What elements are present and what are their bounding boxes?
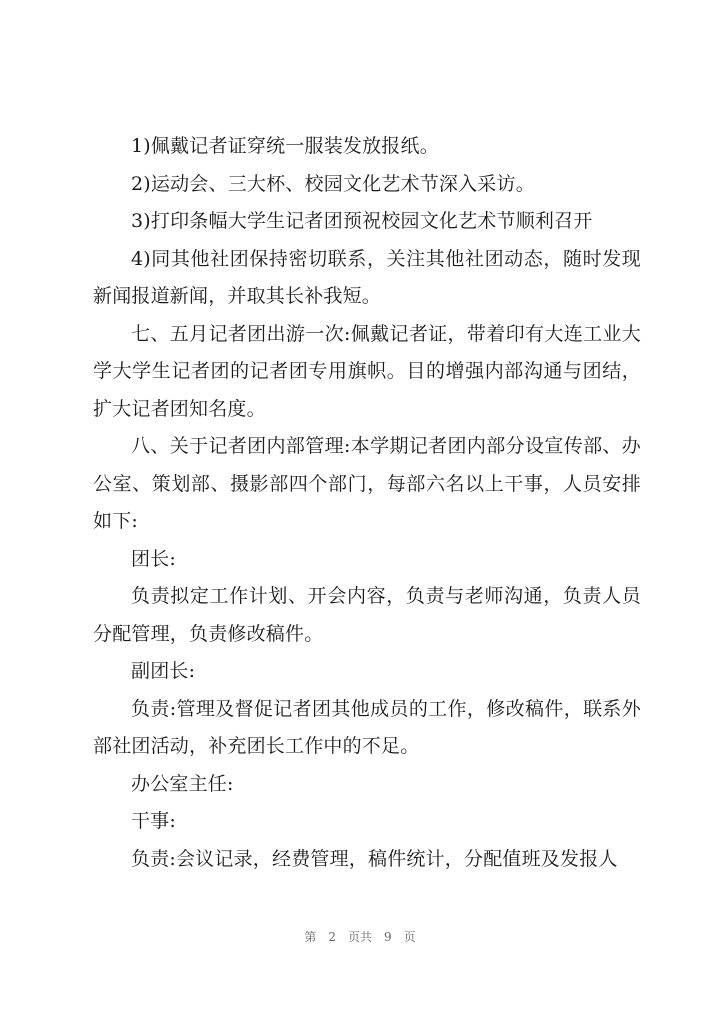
footer-ye-gong: 页共	[347, 930, 372, 944]
footer-total-pages: 9	[384, 930, 392, 944]
paragraph: 负责:会议记录，经费管理，稿件统计，分配值班及发报人	[131, 847, 618, 870]
paragraph: 副团长:	[131, 660, 196, 682]
document-body	[93, 128, 641, 878]
paragraph: 八、关于记者团内部管理:本学期记者团内部分设宣传部、办公室、策划部、摄影部四个部门，每部六名以上干事，人员安排如下:	[93, 435, 641, 532]
paragraph: 干事:	[131, 810, 177, 832]
page-footer	[0, 928, 720, 945]
footer-page-number: 2	[328, 930, 336, 944]
paragraph: 团长:	[131, 547, 177, 570]
paragraph: 办公室主任:	[131, 772, 234, 795]
paragraph: 3)打印条幅大学生记者团预祝校园文化艺术节顺利召开	[131, 210, 593, 232]
paragraph: 1)佩戴记者证穿统一服装发放报纸。	[131, 135, 439, 157]
footer-di: 第	[304, 930, 317, 944]
paragraph: 七、五月记者团出游一次:佩戴记者证，带着印有大连工业大学大学生记者团的记者团专用旗帜。目的增强内部沟通与团结，扩大记者团知名度。	[93, 322, 641, 420]
paragraph: 负责拟定工作计划、开会内容，负责与老师沟通，负责人员分配管理，负责修改稿件。	[93, 585, 641, 645]
paragraph: 4)同其他社团保持密切联系，关注其他社团动态，随时发现新闻报道新闻，并取其长补我短。	[93, 247, 641, 307]
paragraph: 负责:管理及督促记者团其他成员的工作，修改稿件，联系外部社团活动，补充团长工作中的不足。	[93, 697, 641, 757]
paragraph: 2)运动会、三大杯、校园文化艺术节深入采访。	[131, 172, 535, 195]
footer-ye: 页	[403, 930, 416, 944]
